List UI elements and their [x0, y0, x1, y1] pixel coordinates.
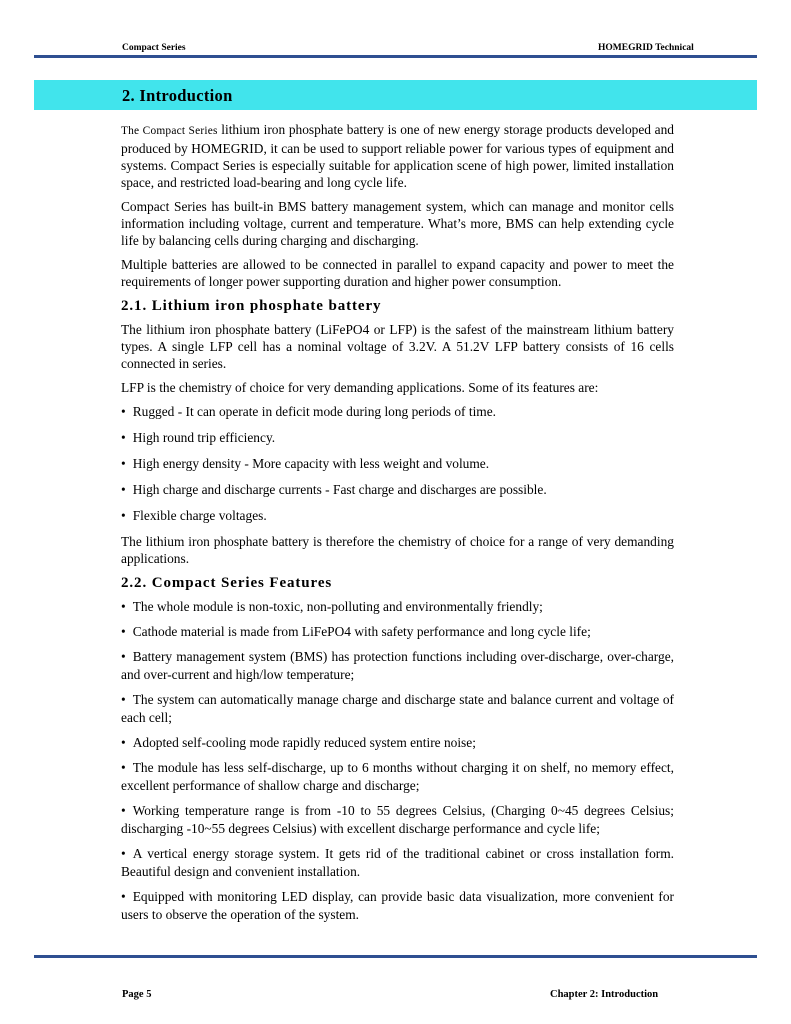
list-item: • A vertical energy storage system. It gets rid of the traditional cabinet or cross installation form. Beautiful design and convenient installation. [121, 845, 674, 881]
header-rule [34, 55, 757, 58]
lfp-feature-list [121, 403, 674, 524]
intro-paragraph-3: Multiple batteries are allowed to be connected in parallel to expand capacity and power to meet the requirements of longer power supporting duration and higher power consumption. [121, 257, 674, 289]
list-item: • The system can automatically manage charge and discharge state and balance current and voltage of each cell; [121, 691, 674, 727]
section-title: 2. Introduction [122, 86, 233, 105]
header-right-title: HOMEGRID Technical [598, 43, 694, 53]
lfp-paragraph-2: LFP is the chemistry of choice for very demanding applications. Some of its features are: [121, 380, 599, 395]
intro-rest-text: lithium iron phosphate battery is one of new energy storage products developed and produced by HOMEGRID, it can be used to support reliable power for various types of equipment and systems. Compact Series is especially suitable for application scene of high power, limited installation space, and restricted load-bearing and long cycle life. [121, 122, 674, 190]
list-item: • Cathode material is made from LiFePO4 with safety performance and long cycle life; [121, 623, 674, 641]
list-item: • Battery management system (BMS) has protection functions including over-discharge, over-charge, and over-current and high/low temperature; [121, 648, 674, 684]
list-item: • Adopted self-cooling mode rapidly reduced system entire noise; [121, 734, 674, 752]
page-number: Page 5 [122, 989, 152, 1000]
section-title-band [34, 80, 757, 110]
list-item: • Flexible charge voltages. [121, 507, 674, 524]
list-item: • Working temperature range is from -10 to 55 degrees Celsius, (Charging 0~45 degrees Celsius; discharging -10~55 degrees Celsius) with excellent discharge performance and cycle life; [121, 802, 674, 838]
header-left-title: Compact Series [122, 43, 186, 53]
lfp-paragraph-1: The lithium iron phosphate battery (LiFePO4 or LFP) is the safest of the mainstream lithium battery types. A single LFP cell has a nominal voltage of 3.2V. A 51.2V LFP battery consists of 16 cells connected in series. [121, 322, 674, 371]
chapter-label: Chapter 2: Introduction [550, 989, 659, 1000]
list-item: • Equipped with monitoring LED display, can provide basic data visualization, more convenient for users to observe the operation of the system. [121, 888, 674, 924]
lfp-paragraph-3: The lithium iron phosphate battery is therefore the chemistry of choice for a range of very demanding applications. [121, 534, 674, 566]
footer-rule [34, 955, 757, 958]
list-item: • High round trip efficiency. [121, 429, 674, 446]
list-item: • High charge and discharge currents - Fast charge and discharges are possible. [121, 481, 674, 498]
page-content [121, 121, 674, 931]
intro-paragraph-1 [121, 121, 674, 191]
intro-paragraph-2: Compact Series has built-in BMS battery management system, which can manage and monitor cells information including voltage, current and temperature. What’s more, BMS can help extending cycle life by balancing cells during charging and discharging. [121, 199, 674, 248]
features-list [121, 598, 674, 924]
list-item: • High energy density - More capacity with less weight and volume. [121, 455, 674, 472]
list-item: • Rugged - It can operate in deficit mode during long periods of time. [121, 403, 674, 420]
intro-lead-text: The Compact Series [121, 125, 218, 137]
features-heading: 2.2. Compact Series Features [121, 575, 333, 591]
list-item: • The whole module is non-toxic, non-polluting and environmentally friendly; [121, 598, 674, 616]
list-item: • The module has less self-discharge, up to 6 months without charging it on shelf, no memory effect, excellent performance of shallow charge and discharge; [121, 759, 674, 795]
lfp-heading: 2.1. Lithium iron phosphate battery [121, 298, 382, 314]
